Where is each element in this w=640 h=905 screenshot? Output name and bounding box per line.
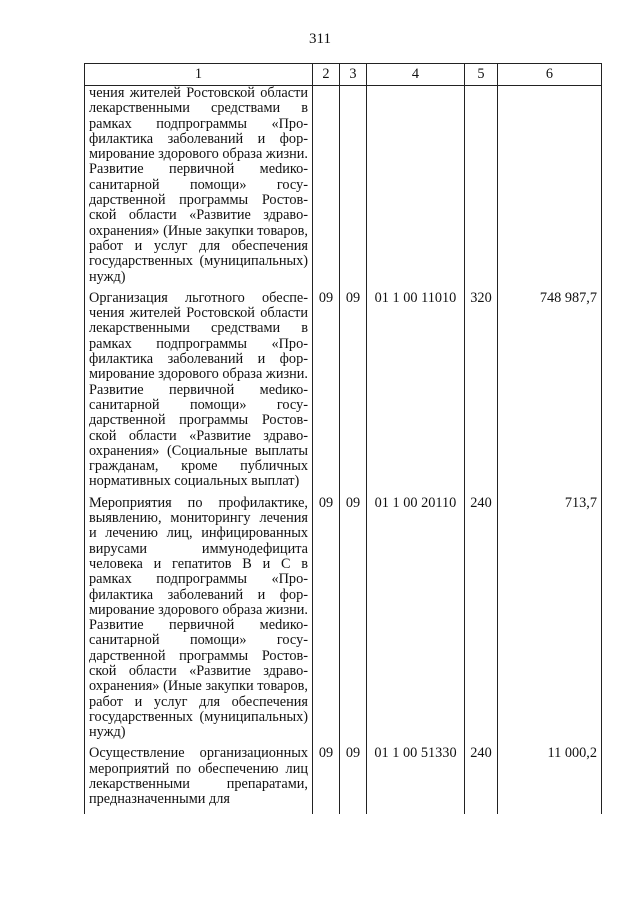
- row-target-article: [367, 86, 465, 291]
- row-expense-type: 240: [465, 746, 498, 813]
- table-row: [85, 86, 602, 291]
- row-amount: 713,7: [498, 496, 602, 747]
- row-expense-type: 320: [465, 291, 498, 496]
- header-col-4: 4: [367, 64, 465, 86]
- row-section: [313, 86, 340, 291]
- header-col-6: 6: [498, 64, 602, 86]
- table-body: [85, 86, 602, 814]
- page-number: 311: [309, 31, 331, 47]
- row-description: Мероприятия по профилактике, выявлению, мониторингу лечения и лечению лиц, инфицированных вирусами иммунодефицита человека и гепатитов В и С в рамках подпрограммы «Профилактика заболеваний и формирование здорового образа жизни. Развитие первичной меdико-санитарной помощи» государственной программы Ростовской области «Развитие здравоохранения» (Иные закупки товаров, работ и услуг для обеспечения государственных (муниципальных) нужд): [85, 496, 313, 747]
- row-expense-type: [465, 86, 498, 291]
- table-row: [85, 496, 602, 747]
- row-expense-type: 240: [465, 496, 498, 747]
- row-subsection: [340, 86, 367, 291]
- row-target-article: 01 1 00 51330: [367, 746, 465, 813]
- row-subsection: 09: [340, 291, 367, 496]
- row-section: 09: [313, 746, 340, 813]
- header-col-3: 3: [340, 64, 367, 86]
- table-row: [85, 291, 602, 496]
- row-description: чения жителей Ростовской области лекарственными средствами в рамках подпрограммы «Профилактика заболеваний и формирование здорового образа жизни. Развитие первичной меdико-санитарной помощи» государственной программы Ростовской области «Развитие здравоохранения» (Иные закупки товаров, работ и услуг для обеспечения государственных (муниципальных) нужд): [85, 86, 313, 291]
- table-header: [85, 64, 602, 86]
- row-amount: 11 000,2: [498, 746, 602, 813]
- row-description: Осуществление организационных мероприятий по обеспечению лиц лекарственными препаратами, предназначенными для: [85, 746, 313, 813]
- row-target-article: 01 1 00 11010: [367, 291, 465, 496]
- row-section: 09: [313, 496, 340, 747]
- row-amount: 748 987,7: [498, 291, 602, 496]
- header-row: [85, 64, 602, 86]
- row-subsection: 09: [340, 746, 367, 813]
- row-subsection: 09: [340, 496, 367, 747]
- header-col-1: 1: [85, 64, 313, 86]
- table-row: [85, 746, 602, 813]
- header-col-2: 2: [313, 64, 340, 86]
- row-section: 09: [313, 291, 340, 496]
- row-amount: [498, 86, 602, 291]
- row-description: Организация льготного обеспечения жителей Ростовской области лекарственными средствами в рамках подпрограммы «Профилактика заболеваний и формирование здорового образа жизни. Развитие первичной меdико-санитарной помощи» государственной программы Ростовской области «Развитие здравоохранения» (Социальные выплаты гражданам, кроме публичных нормативных социальных выплат): [85, 291, 313, 496]
- budget-table: [84, 63, 602, 814]
- header-col-5: 5: [465, 64, 498, 86]
- row-target-article: 01 1 00 20110: [367, 496, 465, 747]
